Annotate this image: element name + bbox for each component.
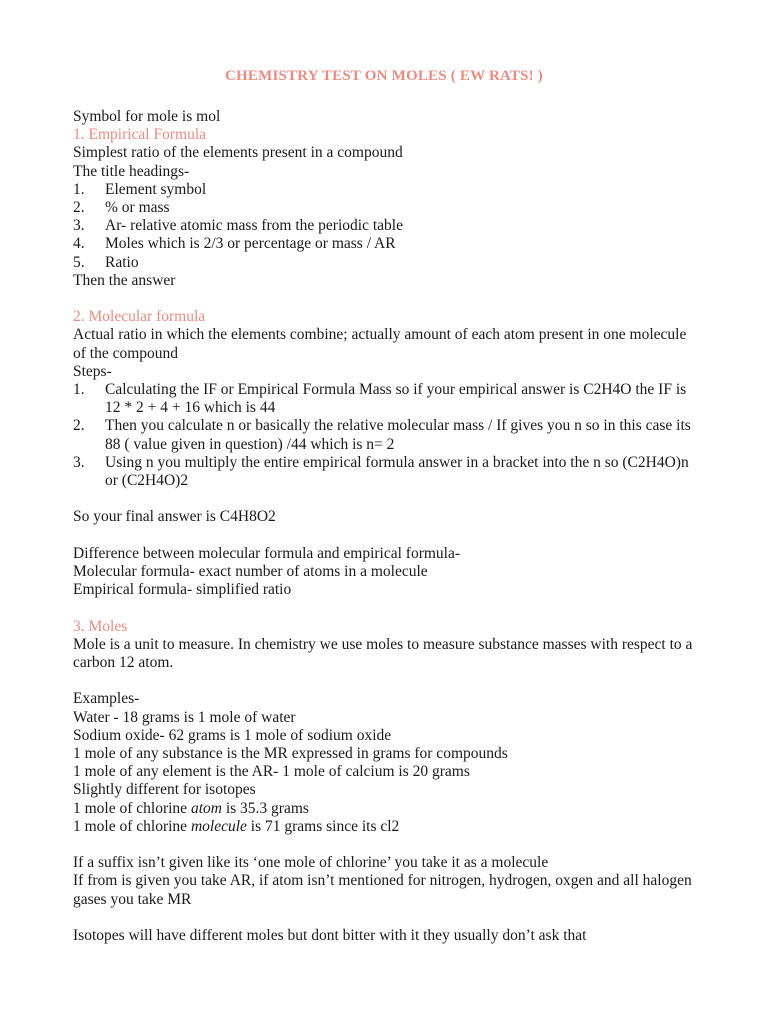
difference-lead: Difference between molecular formula and empirical formula- — [73, 544, 461, 562]
then-answer: Then the answer — [73, 271, 176, 289]
section-heading-molecular: 2. Molecular formula — [73, 308, 206, 326]
list-item: 2. Then you calculate n or basically the relative molecular mass / If gives you n so in this case its 88 ( value given in question) /44 which is n= 2 — [73, 417, 691, 453]
list-item: 5. Ratio — [73, 253, 139, 271]
section-heading-empirical: 1. Empirical Formula — [73, 126, 207, 144]
list-item: 4. Moles which is 2/3 or percentage or mass / AR — [73, 235, 396, 253]
suffix-note: If a suffix isn’t given like its ‘one mole of chlorine’ you take it as a molecule — [73, 854, 549, 872]
example-line: Sodium oxide- 62 grams is 1 mole of sodium oxide — [73, 726, 392, 744]
list-item: 3. Ar- relative atomic mass from the periodic table — [73, 217, 403, 235]
headings-list — [73, 181, 693, 272]
moles-definition: Mole is a unit to measure. In chemistry we use moles to measure substance masses with respect to a carbon 12 atom. — [73, 635, 693, 672]
steps-list — [73, 381, 693, 490]
list-item: 1. Calculating the IF or Empirical Formula Mass so if your empirical answer is C2H4O the IF is 12 * 2 + 4 + 16 which is 44 — [73, 381, 687, 417]
document-body — [73, 108, 693, 945]
empirical-definition: Simplest ratio of the elements present in a compound — [73, 144, 403, 162]
section-heading-moles: 3. Moles — [73, 617, 128, 635]
example-line: Slightly different for isotopes — [73, 781, 256, 799]
list-item: 2. % or mass — [73, 199, 170, 217]
molecular-definition: Actual ratio in which the elements combine; actually amount of each atom present in one molecule of the compound — [73, 326, 687, 362]
list-item: 3. Using n you multiply the entire empirical formula answer in a bracket into the n so (C2H4O)n or (C2H4O)2 — [73, 453, 689, 490]
headings-lead: The title headings- — [73, 162, 190, 180]
example-line: 1 mole of any element is the AR- 1 mole of calcium is 20 grams — [73, 763, 470, 781]
list-item: 1. Element symbol — [73, 180, 207, 198]
final-answer: So your final answer is C4H8O2 — [73, 508, 276, 526]
chlorine-atom-line: 1 mole of chlorine atom is 35.3 grams — [73, 799, 309, 817]
molecular-formula-line: Molecular formula- exact number of atoms in a molecule — [73, 563, 428, 581]
example-line: Water - 18 grams is 1 mole of water — [73, 708, 296, 726]
examples-lead: Examples- — [73, 690, 140, 708]
page-title: CHEMISTRY TEST ON MOLES ( EW RATS! ) — [225, 68, 543, 84]
from-note: If from is given you take AR, if atom isn’t mentioned for nitrogen, hydrogen, oxgen and all halogen gases you take MR — [73, 872, 692, 908]
example-line: 1 mole of any substance is the MR expressed in grams for compounds — [73, 745, 508, 763]
isotopes-note: Isotopes will have different moles but dont bitter with it they usually don’t ask that — [73, 927, 587, 945]
empirical-formula-line: Empirical formula- simplified ratio — [73, 581, 292, 599]
chlorine-molecule-line: 1 mole of chlorine molecule is 71 grams since its cl2 — [73, 817, 400, 835]
intro-line: Symbol for mole is mol — [73, 108, 221, 125]
steps-lead: Steps- — [73, 362, 112, 380]
